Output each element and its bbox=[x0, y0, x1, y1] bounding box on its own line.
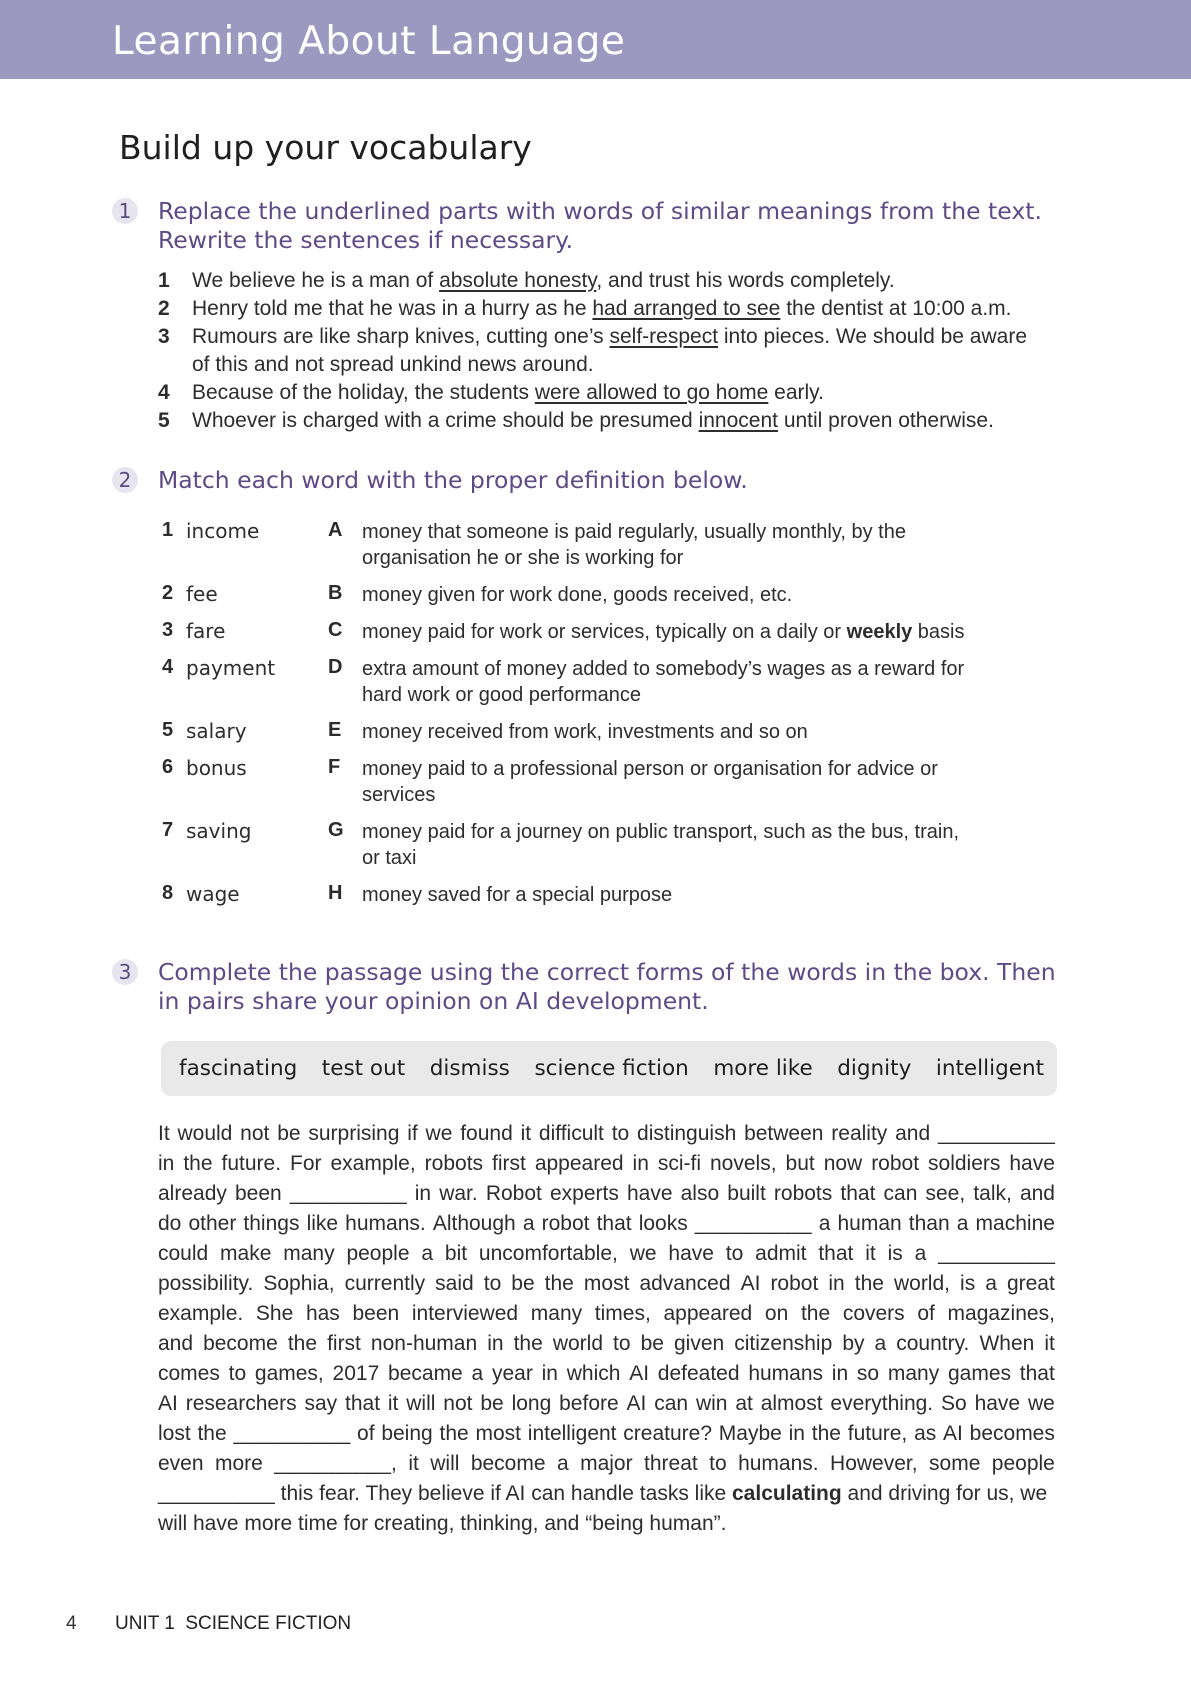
word-box-item: science fiction bbox=[534, 1056, 689, 1081]
list-item bbox=[158, 323, 1058, 379]
passage-line: will have more time for creating, thinking, and “being human”. bbox=[158, 1512, 727, 1535]
definition: money given for work done, goods received, etc. bbox=[362, 584, 793, 606]
matching-table bbox=[162, 519, 1028, 919]
definition: money that someone is paid regularly, usually monthly, by the organisation he or she is working for bbox=[362, 521, 906, 569]
word-number: 3 bbox=[162, 619, 174, 641]
word-number: 1 bbox=[162, 519, 174, 541]
table-row bbox=[162, 719, 1028, 745]
table-row bbox=[162, 519, 1028, 571]
word-box-item: more like bbox=[713, 1056, 813, 1081]
definition-letter: C bbox=[328, 619, 343, 641]
table-row bbox=[162, 882, 1028, 908]
table-row bbox=[162, 582, 1028, 608]
word-box bbox=[161, 1041, 1057, 1096]
exercise-2-heading: Match each word with the proper definition below. bbox=[158, 466, 748, 494]
passage-line: do other things like humans. Although a robot that looks __________ a human than a machine bbox=[158, 1212, 1055, 1235]
word-number: 7 bbox=[162, 819, 174, 841]
word-box-item: fascinating bbox=[179, 1056, 298, 1081]
word-number: 2 bbox=[162, 582, 174, 604]
item-text: We believe he is a man of absolute honesty, and trust his words completely. bbox=[192, 269, 895, 292]
item-text: Because of the holiday, the students were allowed to go home early. bbox=[192, 381, 824, 404]
unit-label: UNIT 1 SCIENCE FICTION bbox=[115, 1613, 352, 1634]
underlined-phrase: absolute honesty bbox=[439, 269, 597, 292]
page-number: 4 bbox=[66, 1613, 77, 1634]
passage-line: even more __________, it will become a major threat to humans. However, some people bbox=[158, 1452, 1055, 1475]
underlined-phrase: innocent bbox=[698, 409, 778, 432]
word-box-item: dignity bbox=[837, 1056, 912, 1081]
definition: money paid for work or services, typically on a daily or weekly basis bbox=[362, 621, 965, 643]
word-number: 8 bbox=[162, 882, 174, 904]
table-row bbox=[162, 619, 1028, 645]
word: salary bbox=[186, 719, 247, 743]
definition-letter: B bbox=[328, 582, 343, 604]
bold-word: calculating bbox=[732, 1482, 842, 1505]
exercise-1-heading: Replace the underlined parts with words of similar meanings from the text. Rewrite the sentences if necessary. bbox=[158, 197, 1042, 254]
word: fee bbox=[186, 582, 218, 606]
underlined-phrase: self-respect bbox=[609, 325, 719, 348]
passage-line: in the future. For example, robots first appeared in sci-fi novels, but now robot soldiers have bbox=[158, 1152, 1055, 1175]
passage-line: lost the __________ of being the most intelligent creature? Maybe in the future, as AI becomes bbox=[158, 1422, 1055, 1445]
item-number: 4 bbox=[158, 381, 170, 404]
word: wage bbox=[186, 882, 240, 906]
passage-line: example. She has been interviewed many times, appeared on the covers of magazines, bbox=[158, 1302, 1055, 1325]
passage-line: and become the first non-human in the world to be given citizenship by a country. When it bbox=[158, 1332, 1055, 1355]
bold-word: weekly bbox=[846, 621, 913, 643]
page-header-title: Learning About Language bbox=[112, 19, 626, 64]
definition: money paid for a journey on public transport, such as the bus, train, or taxi bbox=[362, 821, 960, 869]
list-item bbox=[158, 267, 1058, 295]
header-banner bbox=[0, 0, 1191, 79]
passage-line: AI researchers say that it will not be long before AI can win at almost everything. So have we bbox=[158, 1392, 1055, 1415]
passage-line: possibility. Sophia, currently said to be the most advanced AI robot in the world, is a great bbox=[158, 1272, 1055, 1295]
underlined-phrase: had arranged to see bbox=[592, 297, 781, 320]
definition-letter: D bbox=[328, 656, 343, 678]
item-number: 3 bbox=[158, 325, 170, 348]
item-number: 5 bbox=[158, 409, 170, 432]
word-box-item: test out bbox=[321, 1056, 406, 1081]
table-row bbox=[162, 819, 1028, 871]
item-number: 1 bbox=[158, 269, 170, 292]
table-row bbox=[162, 656, 1028, 708]
exercise-3-heading: Complete the passage using the correct forms of the words in the box. Then in pairs share your opinion on AI development. bbox=[158, 958, 1056, 1015]
definition-letter: E bbox=[328, 719, 342, 741]
definition: money paid to a professional person or organisation for advice or services bbox=[362, 758, 938, 806]
word: payment bbox=[186, 656, 276, 680]
word: fare bbox=[186, 619, 226, 643]
list-item bbox=[158, 379, 1058, 407]
passage-line: could make many people a bit uncomfortable, we have to admit that it is a __________ bbox=[158, 1242, 1055, 1265]
word-number: 6 bbox=[162, 756, 174, 778]
table-row bbox=[162, 756, 1028, 808]
item-text: Henry told me that he was in a hurry as he had arranged to see the dentist at 10:00 a.m. bbox=[192, 297, 1012, 320]
cloze-passage bbox=[158, 1119, 1055, 1539]
section-title: Build up your vocabulary bbox=[119, 128, 532, 167]
definition-letter: H bbox=[328, 882, 343, 904]
definition-letter: F bbox=[328, 756, 341, 778]
passage-line: __________ this fear. They believe if AI can handle tasks like calculating and driving for us, we bbox=[158, 1482, 1048, 1505]
word-box-item: dismiss bbox=[429, 1056, 510, 1081]
list-item bbox=[158, 295, 1058, 323]
definition: extra amount of money added to somebody’s wages as a reward for hard work or good performance bbox=[362, 658, 965, 706]
item-text: Rumours are like sharp knives, cutting one’s self-respect into pieces. We should be aware of this and not spread unkind news around. bbox=[192, 325, 1027, 376]
definition: money saved for a special purpose bbox=[362, 884, 673, 906]
list-item bbox=[158, 407, 1058, 435]
exercise-2-number: 2 bbox=[112, 467, 138, 493]
word-number: 4 bbox=[162, 656, 174, 678]
word: saving bbox=[186, 819, 252, 843]
item-number: 2 bbox=[158, 297, 170, 320]
definition: money received from work, investments and so on bbox=[362, 721, 808, 743]
underlined-phrase: were allowed to go home bbox=[534, 381, 769, 404]
definition-letter: G bbox=[328, 819, 344, 841]
word: bonus bbox=[186, 756, 247, 780]
exercise-1-number: 1 bbox=[112, 198, 138, 224]
word: income bbox=[186, 519, 260, 543]
passage-line: It would not be surprising if we found it difficult to distinguish between reality and __________ bbox=[158, 1122, 1055, 1145]
definition-letter: A bbox=[328, 519, 343, 541]
passage-line: comes to games, 2017 became a year in which AI defeated humans in so many games that bbox=[158, 1362, 1055, 1385]
word-box-item: intelligent bbox=[935, 1056, 1044, 1081]
item-text: Whoever is charged with a crime should be presumed innocent until proven otherwise. bbox=[192, 409, 994, 432]
exercise-1-list bbox=[158, 267, 1058, 435]
exercise-3-number: 3 bbox=[112, 959, 138, 985]
passage-line: already been __________ in war. Robot experts have also built robots that can see, talk, and bbox=[158, 1182, 1055, 1205]
word-number: 5 bbox=[162, 719, 174, 741]
